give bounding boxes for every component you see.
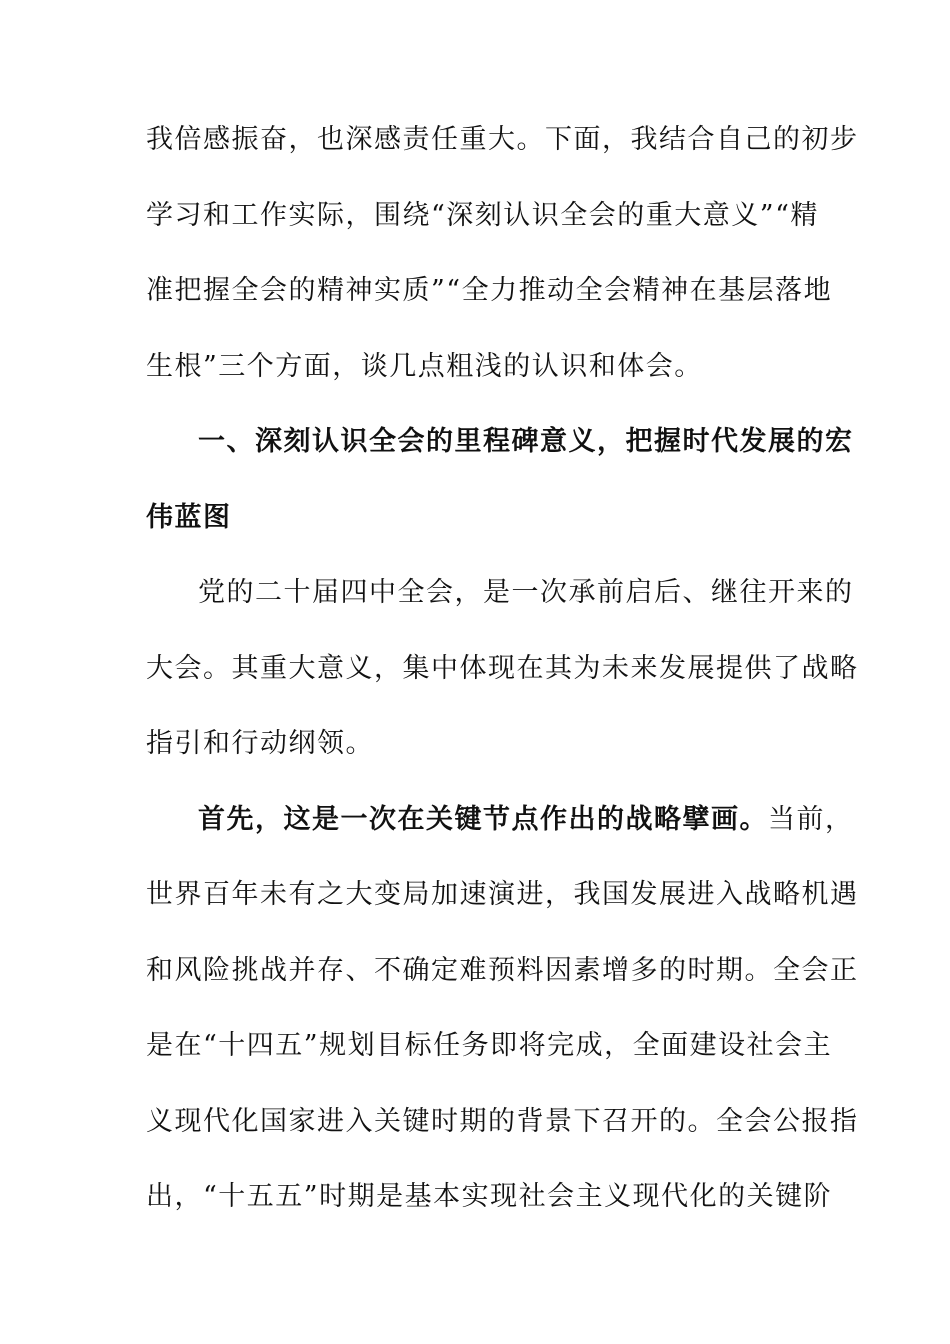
text-line: 义现代化国家进入关键时期的背景下召开的。全会公报指 [146, 1105, 859, 1137]
text-line: 世界百年未有之大变局加速演进，我国发展进入战略机遇 [146, 879, 859, 910]
text-line: 是在“十四五”规划目标任务即将完成，全面建设社会主 [146, 1030, 833, 1061]
text-line: 大会。其重大意义，集中体现在其为未来发展提供了战略 [146, 652, 859, 684]
text-line: 党的二十届四中全会，是一次承前启后、继往开来的 [198, 577, 854, 608]
document-body [146, 102, 859, 1235]
paragraph-intro [146, 102, 859, 404]
text-line: 出，“十五五”时期是基本实现社会主义现代化的关键阶 [146, 1181, 833, 1212]
text-line: 学习和工作实际，围绕“深刻认识全会的重大意义”“精 [146, 199, 819, 231]
text-line [146, 782, 854, 858]
text-run: 当前， [768, 803, 854, 835]
paragraph-significance [146, 555, 859, 782]
text-line: 准把握全会的精神实质”“全力推动全会精神在基层落地 [146, 275, 833, 306]
section-heading-1 [146, 404, 854, 555]
text-line: 我倍感振奋，也深感责任重大。下面，我结合自己的初步 [146, 124, 859, 155]
text-line: 指引和行动纲领。 [146, 728, 374, 759]
text-line: 和风险挑战并存、不确定难预料因素增多的时期。全会正 [146, 954, 859, 986]
paragraph-strategic [146, 782, 859, 1235]
text-line: 生根”三个方面，谈几点粗浅的认识和体会。 [146, 350, 703, 382]
heading-line: 伟蓝图 [146, 501, 232, 533]
heading-line: 一、深刻认识全会的里程碑意义，把握时代发展的宏 [198, 426, 854, 457]
bold-lead-sentence: 首先，这是一次在关键节点作出的战略擘画。 [198, 803, 768, 835]
